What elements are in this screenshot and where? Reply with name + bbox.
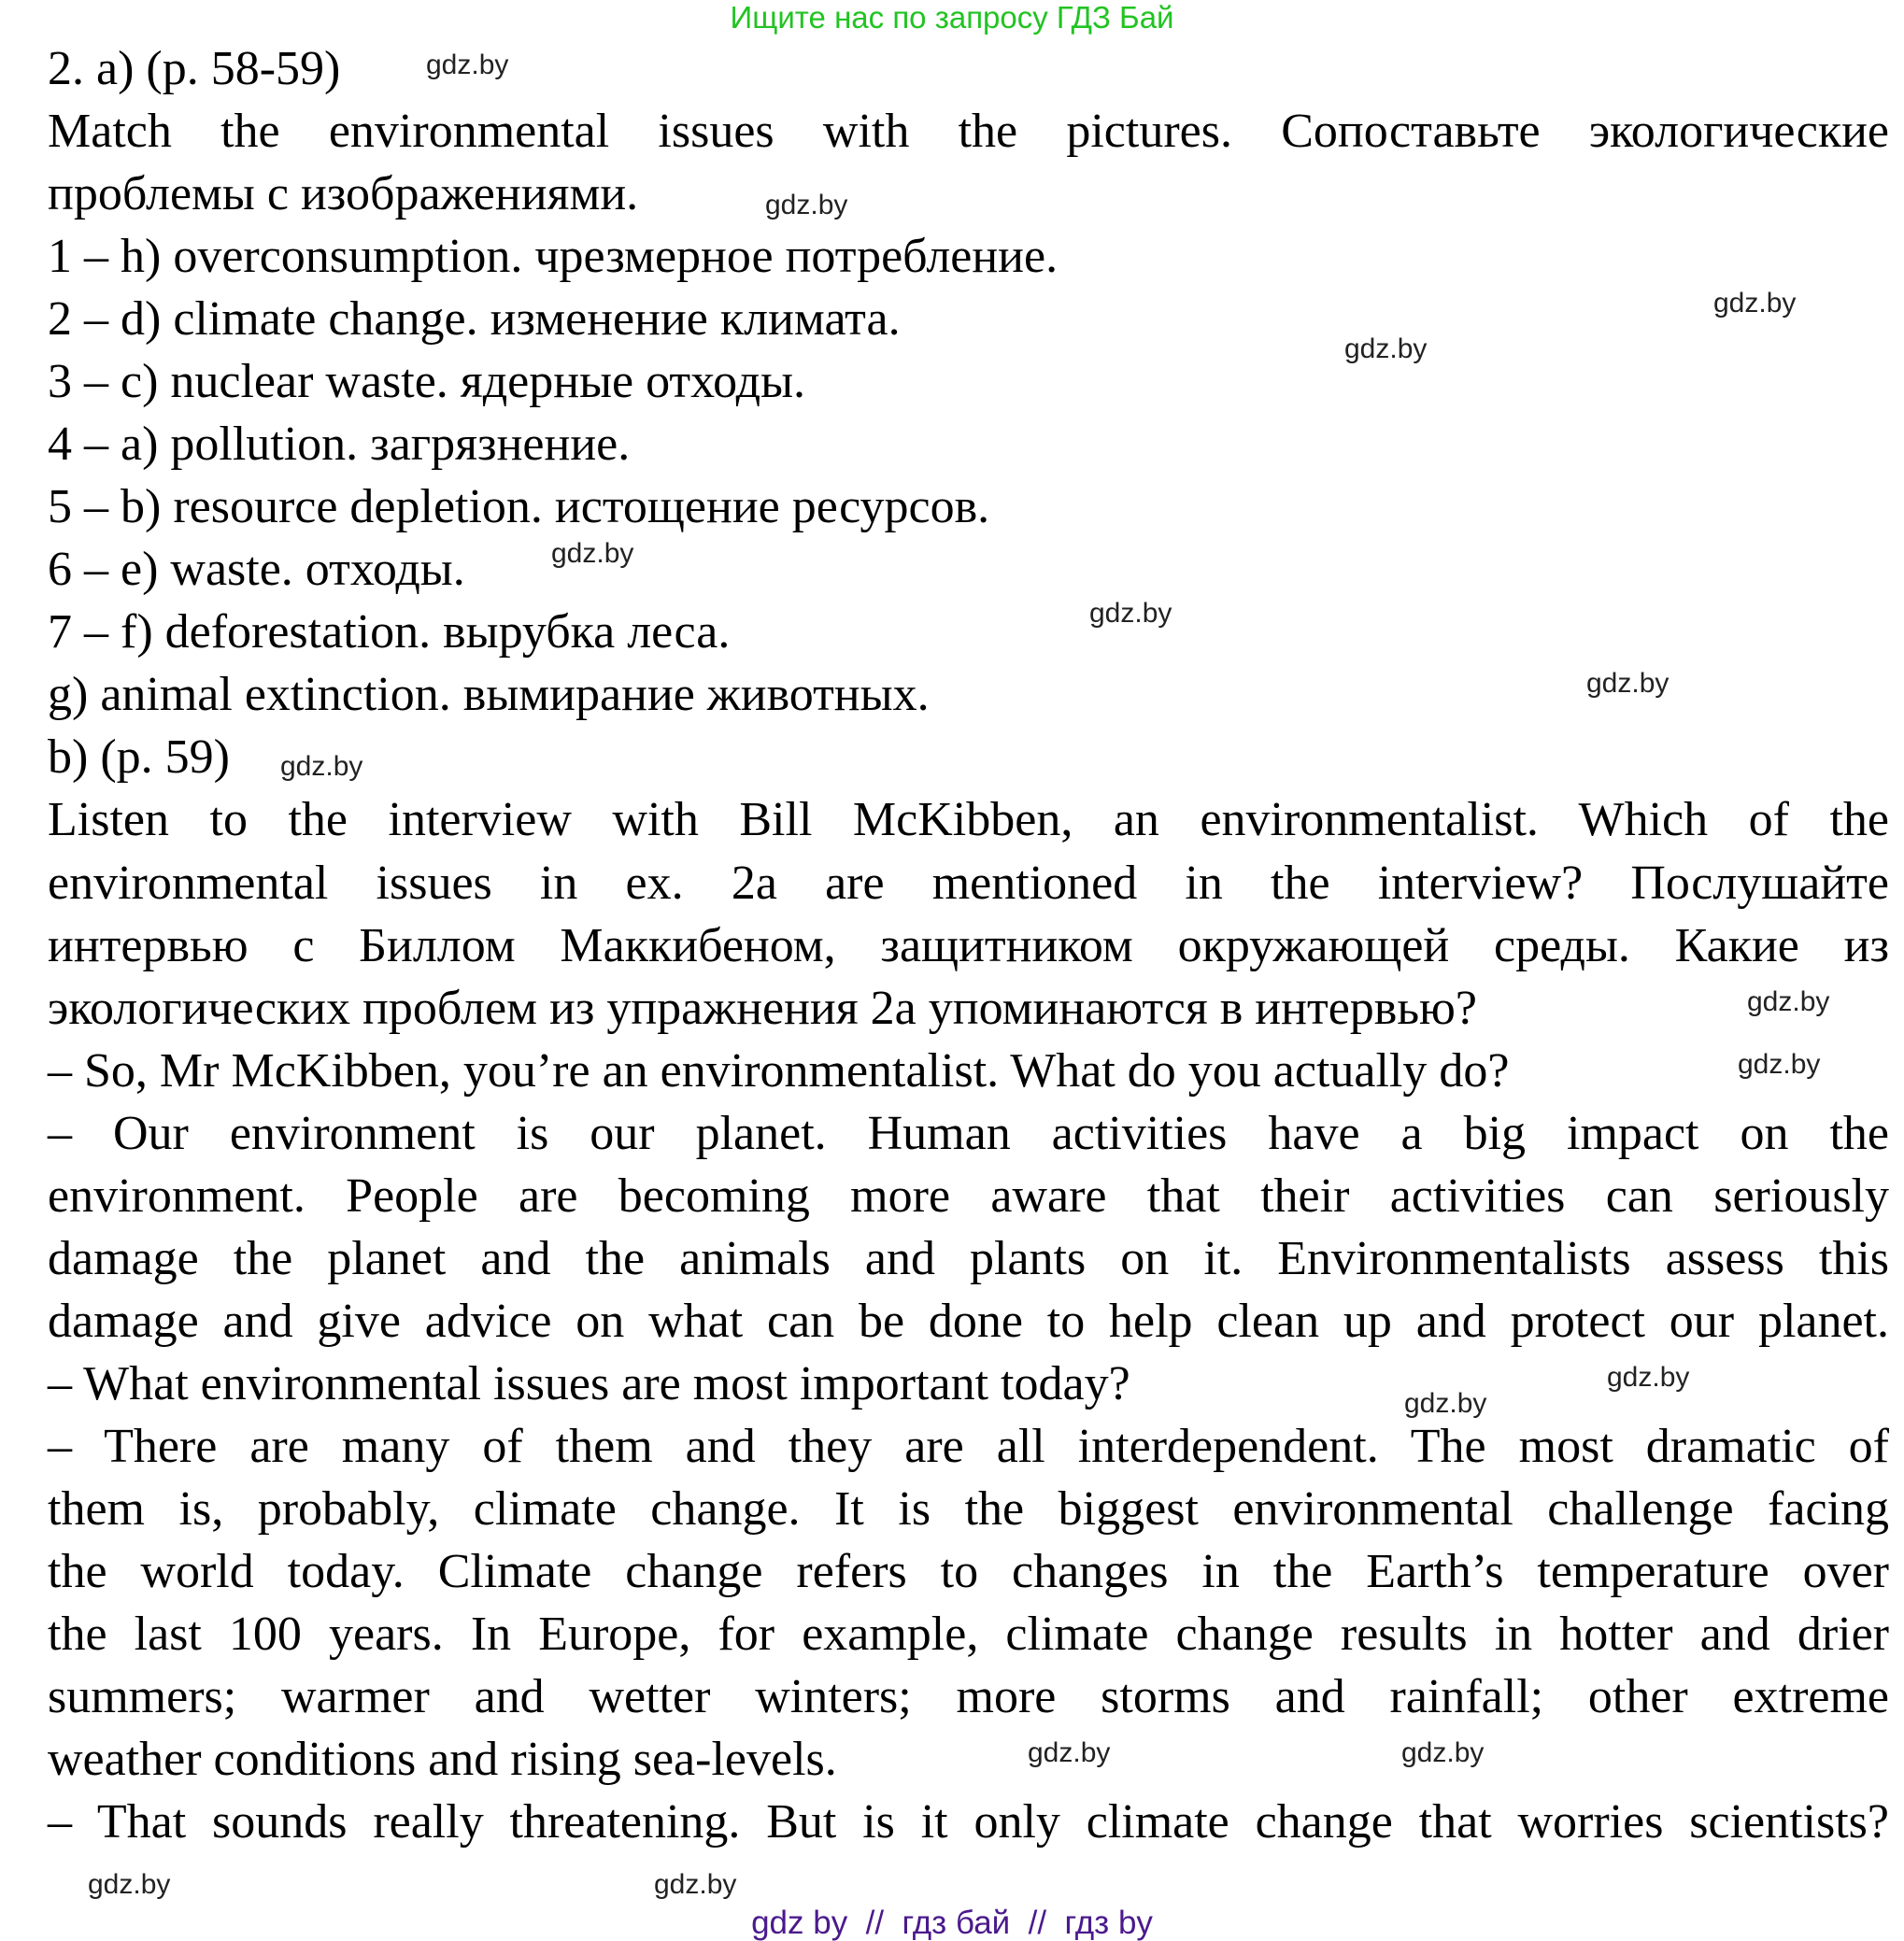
text-line: 1 – h) overconsumption. чрезмерное потребление. bbox=[48, 230, 1059, 284]
text-line: g) animal extinction. вымирание животных. bbox=[48, 668, 930, 722]
watermark: gdz.by bbox=[1401, 1737, 1485, 1768]
text-line: weather conditions and rising sea-levels. bbox=[48, 1733, 837, 1787]
text-line: damage the planet and the animals and plants on it. Environmentalists assess this bbox=[48, 1231, 1889, 1285]
watermark: gdz.by bbox=[88, 1869, 171, 1900]
watermark: gdz.by bbox=[1344, 333, 1428, 364]
text-line: – There are many of them and they are all interdependent. The most dramatic of bbox=[48, 1419, 1889, 1473]
watermark: gdz.by bbox=[654, 1869, 737, 1900]
watermark: gdz.by bbox=[280, 751, 363, 782]
text-line: summers; warmer and wetter winters; more storms and rainfall; other extreme bbox=[48, 1670, 1889, 1724]
watermark: gdz.by bbox=[1607, 1362, 1690, 1393]
watermark: gdz.by bbox=[1747, 986, 1830, 1017]
footer-links[interactable]: gdz by // гдз бай // гдз by bbox=[751, 1905, 1153, 1941]
text-line: – What environmental issues are most important today? bbox=[48, 1356, 1130, 1410]
text-line: – Our environment is our planet. Human activities have a big impact on the bbox=[48, 1106, 1889, 1160]
text-line: the last 100 years. In Europe, for example, climate change results in hotter and drier bbox=[48, 1608, 1889, 1661]
text-line: 7 – f) deforestation. вырубка леса. bbox=[48, 605, 731, 659]
watermark: gdz.by bbox=[1738, 1049, 1821, 1080]
text-line: интервью с Биллом Маккибеном, защитником окружающей среды. Какие из bbox=[48, 918, 1889, 972]
text-line: – So, Mr McKibben, you’re an environmentalist. What do you actually do? bbox=[48, 1043, 1510, 1098]
text-line: environment. People are becoming more aware that their activities can seriously bbox=[48, 1169, 1889, 1223]
text-line: проблемы с изображениями. bbox=[48, 167, 639, 221]
watermark: gdz.by bbox=[765, 190, 848, 220]
text-line: damage and give advice on what can be done to help clean up and protect our planet. bbox=[48, 1294, 1889, 1348]
watermark: gdz.by bbox=[1713, 288, 1797, 319]
text-line: Match the environmental issues with the pictures. Сопоставьте экологические bbox=[48, 105, 1889, 159]
text-line: the world today. Climate change refers to changes in the Earth’s temperature over bbox=[48, 1544, 1889, 1598]
text-line: 3 – c) nuclear waste. ядерные отходы. bbox=[48, 355, 806, 409]
text-line: them is, probably, climate change. It is the biggest environmental challenge facing bbox=[48, 1481, 1889, 1536]
text-line: 2 – d) climate change. изменение климата. bbox=[48, 292, 901, 347]
text-line: 5 – b) resource depletion. истощение ресурсов. bbox=[48, 480, 990, 534]
text-line: 2. a) (p. 58-59) bbox=[48, 42, 341, 95]
watermark: gdz.by bbox=[551, 538, 634, 569]
text-line: 4 – a) pollution. загрязнение. bbox=[48, 418, 631, 472]
text-line: Listen to the interview with Bill McKibben, an environmentalist. Which of the bbox=[48, 793, 1889, 847]
watermark: gdz.by bbox=[426, 50, 509, 80]
text-line: экологических проблем из упражнения 2a упоминаются в интервью? bbox=[48, 981, 1477, 1035]
text-line: environmental issues in ex. 2a are mentioned in the interview? Послушайте bbox=[48, 856, 1889, 910]
watermark: gdz.by bbox=[1404, 1388, 1487, 1419]
text-line: b) (p. 59) bbox=[48, 730, 230, 785]
watermark: gdz.by bbox=[1586, 668, 1670, 699]
search-hint-banner: Ищите нас по запросу ГДЗ Бай bbox=[730, 0, 1174, 35]
text-line: 6 – e) waste. отходы. bbox=[48, 543, 465, 597]
text-line: – That sounds really threatening. But is it only climate change that worries scientists? bbox=[48, 1795, 1889, 1849]
watermark: gdz.by bbox=[1089, 598, 1172, 629]
watermark: gdz.by bbox=[1028, 1737, 1111, 1768]
